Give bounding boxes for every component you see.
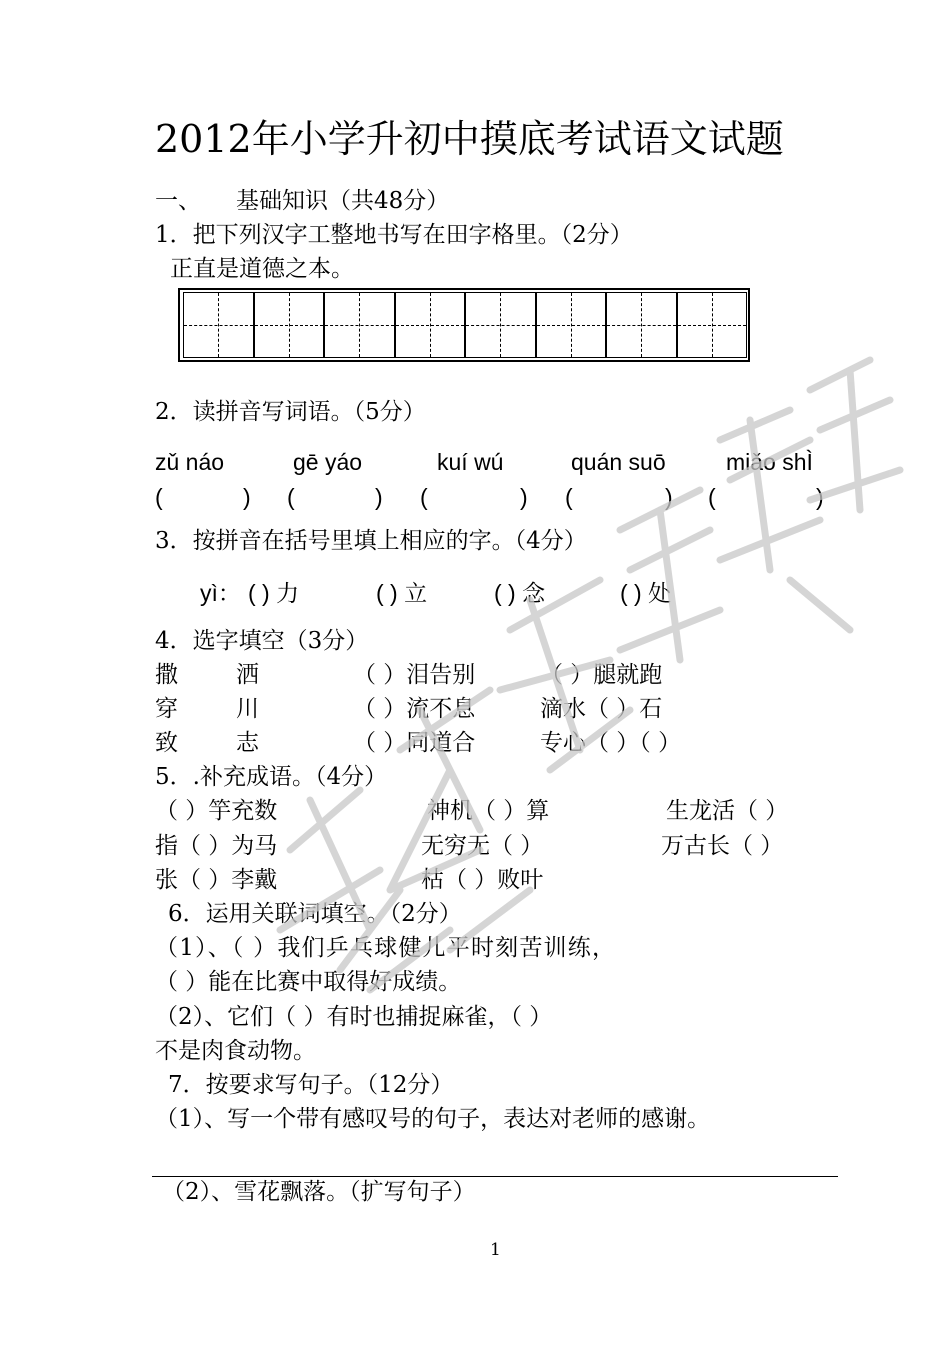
pinyin-1: zǔ náo [155,449,225,475]
fill-phrase[interactable]: 专心（ ）（ ） [540,730,682,756]
choice-char-a: 穿 [155,696,178,722]
fill-item-1[interactable]: ( ) 力 [248,580,300,606]
choice-char-b: 洒 [236,662,259,688]
section-heading: 基础知识（共48分） [236,188,450,214]
fill-item-3[interactable]: ( ) 念 [494,580,546,606]
grid-cell[interactable] [607,293,678,357]
grid-cell[interactable] [325,293,396,357]
question-3-label: 3．按拼音在括号里填上相应的字。（4分） [155,528,587,554]
question-1-label: 1．把下列汉字工整地书写在田字格里。（2分） [155,222,633,248]
task-2: （2）、雪花飘落。（扩写句子） [162,1179,476,1205]
page-number: 1 [490,1240,501,1260]
question-2-label: 2．读拼音写词语。（5分） [155,399,426,425]
fill-phrase[interactable]: （ ）流不息 [353,696,476,722]
sentence-2a[interactable]: （2）、它们（ ）有时也捕捉麻雀，（ ） [155,1004,553,1030]
grid-cell[interactable] [255,293,326,357]
question-5-label: 5．.补充成语。（4分） [155,764,388,790]
fill-item-2[interactable]: ( ) 立 [376,580,428,606]
pinyin-3: kuí wú [437,449,504,475]
idiom-fill[interactable]: 生龙活（ ） [666,798,789,824]
idiom-fill[interactable]: 万古长（ ） [661,833,784,859]
idiom-fill[interactable]: 无穷无（ ） [421,833,544,859]
grid-cell[interactable] [184,293,255,357]
fill-item-4[interactable]: ( ) 处 [620,580,672,606]
pinyin-5: miǎo shÌ [726,449,813,475]
sentence-1a[interactable]: （1）、（ ）我们乒乓球健儿平时刻苦训练， [155,935,617,961]
fill-phrase[interactable]: （ ）泪告别 [353,662,476,688]
idiom-fill[interactable]: 指（ ）为马 [155,833,278,859]
writing-grid[interactable] [183,292,747,358]
idiom-fill[interactable]: 神机（ ）算 [427,798,550,824]
question-4-label: 4．选字填空（3分） [155,628,369,654]
sentence-1b[interactable]: （ ）能在比赛中取得好成绩。 [155,969,462,995]
question-7-label: 7．按要求写句子。（12分） [168,1072,454,1098]
grid-cell[interactable] [396,293,467,357]
question-6-label: 6．运用关联词填空。（2分） [168,901,462,927]
idiom-fill[interactable]: 枯（ ）败叶 [421,867,544,893]
pinyin-4: quán suō [571,449,666,475]
choice-char-a: 撒 [155,662,178,688]
task-1: （1）、写一个带有感叹号的句子，表达对老师的感谢。 [155,1106,711,1132]
sentence-2b: 不是肉食动物。 [155,1038,316,1064]
pinyin-2: gē yáo [293,449,363,475]
page-title: 2012年小学升初中摸底考试语文试题 [155,117,784,161]
grid-cell[interactable] [678,293,747,357]
idiom-fill[interactable]: 张（ ）李戴 [155,867,278,893]
fill-phrase[interactable]: （ ）同道合 [353,730,476,756]
fill-phrase[interactable]: （ ）腿就跑 [540,662,663,688]
pinyin-yi: yì： [200,580,241,606]
question-1-text: 正直是道德之本。 [170,256,354,282]
section-number: 一、 [155,188,201,214]
choice-char-b: 志 [236,730,259,756]
choice-char-b: 川 [236,696,259,722]
idiom-fill[interactable]: （ ）竽充数 [155,798,278,824]
grid-cell[interactable] [537,293,608,357]
choice-char-a: 致 [155,730,178,756]
fill-phrase[interactable]: 滴水（ ）石 [540,696,663,722]
grid-cell[interactable] [466,293,537,357]
